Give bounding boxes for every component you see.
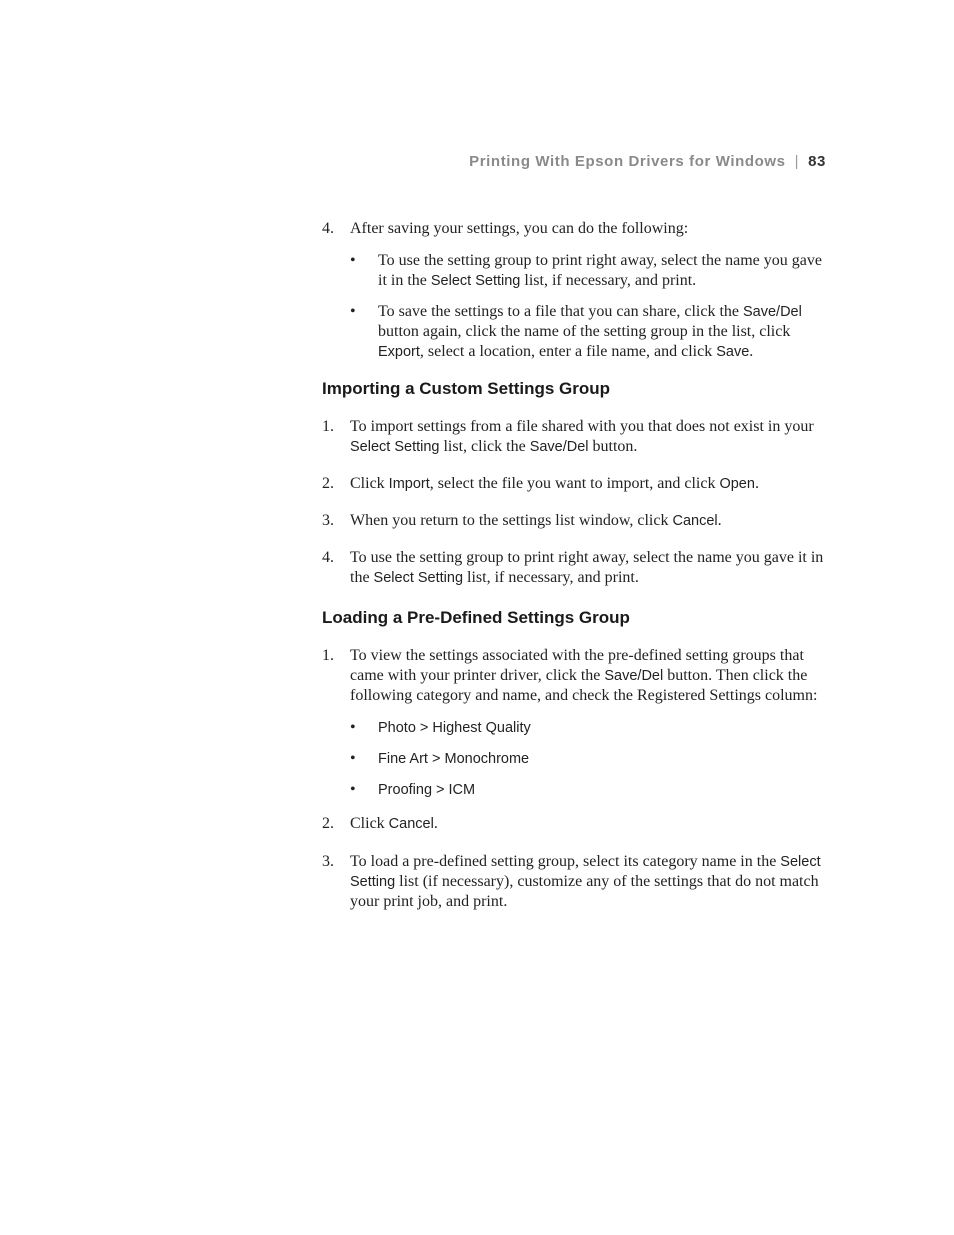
header-title: Printing With Epson Drivers for Windows: [469, 153, 786, 170]
list-item: • To save the settings to a file that you can share, click the Save/Del button again, click the name of the setting group in the list, click Export, select a location, enter a file name, and click Save.: [350, 303, 802, 360]
running-header: [469, 153, 826, 170]
import-step-4: 4. To use the setting group to print right away, select the name you gave it in the Select Setting list, if necessary, and print.: [322, 549, 824, 586]
step-number: 3.: [322, 512, 334, 529]
list-item: [350, 780, 832, 800]
ui-label-save-del: Save/Del: [529, 439, 589, 455]
import-step-2: 2. Click Import, select the file you want to import, and click Open.: [322, 475, 759, 492]
step-number: 2.: [322, 815, 334, 832]
load-step-1: 1. To view the settings associated with the pre-defined setting groups that came with your printer driver, click the Save/Del button. Then click the following category and name, and check the Registered Settings column: • Photo > Highest Quality • Fine Art > Monochrome • Proofing > ICM: [322, 646, 832, 800]
section-heading-importing: Importing a Custom Settings Group: [322, 379, 611, 398]
ui-label-category: Photo > Highest Quality: [378, 720, 531, 736]
load-step-3: 3. To load a pre-defined setting group, select its category name in the Select Setting list (if necessary), customize any of the settings that do not match your print job, and print.: [322, 853, 821, 910]
step-number: 1.: [322, 647, 334, 664]
bullet-list: [350, 718, 832, 800]
section-heading-loading: Loading a Pre-Defined Settings Group: [322, 608, 630, 627]
ui-label-save-del: Save/Del: [604, 668, 664, 684]
bullet-dot: •: [350, 750, 356, 767]
bullet-dot: •: [350, 252, 356, 269]
load-step-2: 2. Click Cancel.: [322, 815, 438, 832]
step-number: 3.: [322, 853, 334, 870]
step-number: 4.: [322, 220, 334, 237]
ui-label-select-setting: Select Setting: [373, 570, 464, 586]
ui-label-open: Open: [719, 476, 755, 492]
import-step-3: 3. When you return to the settings list window, click Cancel.: [322, 512, 722, 529]
import-step-1: 1. To import settings from a file shared with you that does not exist in your Select Setting list, click the Save/Del button.: [322, 418, 814, 455]
bullet-dot: •: [350, 719, 356, 736]
ui-label-save-del: Save/Del: [742, 304, 802, 320]
page-number: 83: [808, 153, 826, 170]
ui-label-save: Save: [716, 344, 750, 360]
page-content: [322, 219, 832, 929]
ui-label-cancel: Cancel: [388, 816, 434, 832]
ui-label-category: Fine Art > Monochrome: [378, 751, 530, 767]
ui-label-import: Import: [388, 476, 430, 492]
list-item: [350, 749, 832, 769]
list-item: [350, 718, 832, 738]
header-separator: |: [794, 153, 800, 170]
ui-label-select-setting: Select Setting: [350, 854, 821, 890]
bullet-dot: •: [350, 781, 356, 798]
ui-label-select-setting: Select Setting: [430, 273, 521, 289]
ui-label-cancel: Cancel: [672, 513, 718, 529]
bullet-dot: •: [350, 303, 356, 320]
ui-label-category: Proofing > ICM: [378, 782, 476, 798]
step-number: 2.: [322, 475, 334, 492]
list-item: • To use the setting group to print right away, select the name you gave it in the Select Setting list, if necessary, and print.: [350, 252, 822, 289]
bullet-list: [350, 251, 832, 362]
ui-label-select-setting: Select Setting: [350, 439, 440, 455]
step-4: [322, 219, 832, 362]
step-number: 4.: [322, 549, 334, 566]
ui-label-export: Export: [378, 344, 420, 360]
step-text: After saving your settings, you can do the following:: [350, 220, 689, 237]
step-number: 1.: [322, 418, 334, 435]
